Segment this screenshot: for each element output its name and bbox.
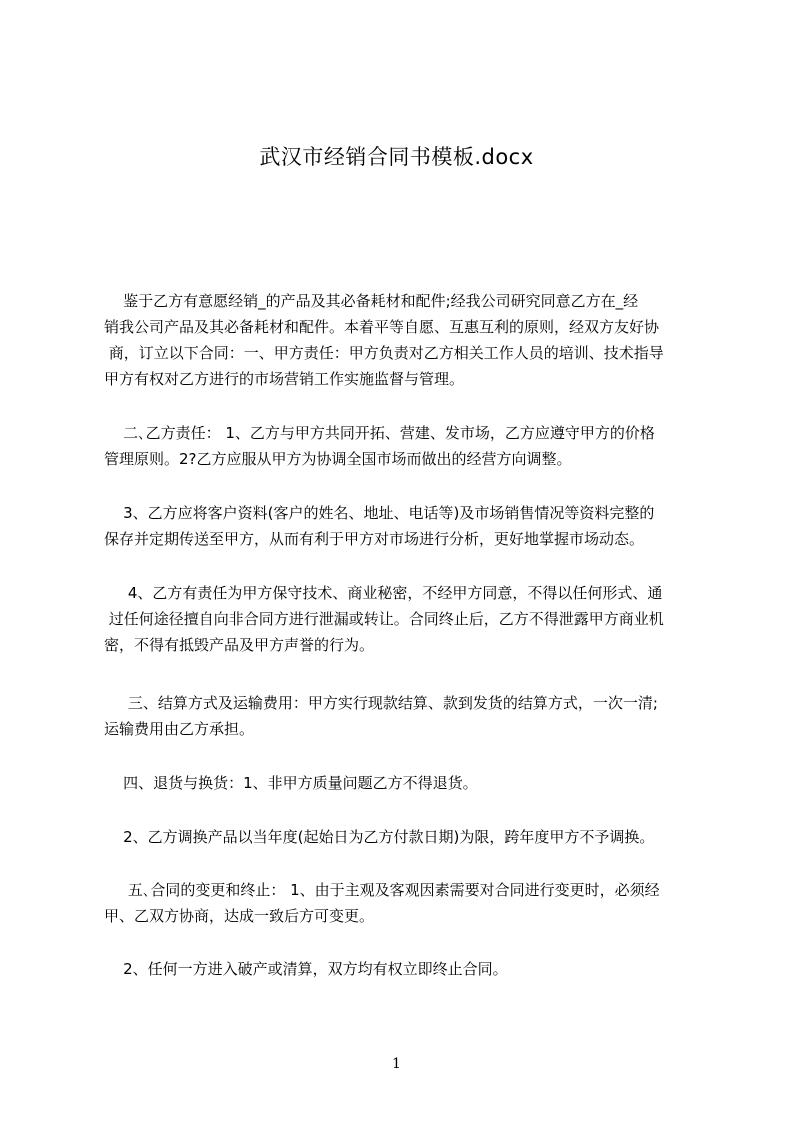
- paragraph-6: [104, 770, 716, 796]
- text-line: 2、乙方调换产品以当年度(起始日为乙方付款日期)为限，跨年度甲方不予调换。: [104, 828, 655, 846]
- text-line: 四、退货与换货：1、非甲方质量问题乙方不得退货。: [104, 774, 478, 792]
- text-line: 甲方有权对乙方进行的市场营销工作实施监督与管理。: [104, 370, 465, 388]
- paragraph-2: [104, 420, 716, 472]
- text-line: 三、结算方式及运输费用：甲方实行现款结算、款到发货的结算方式，一次一清;: [104, 694, 658, 712]
- paragraph-8: [104, 877, 716, 929]
- text-line: 3、乙方应将客户资料(客户的姓名、地址、电话等)及市场销售情况等资料完整的: [104, 504, 655, 522]
- text-line: 保存并定期传送至甲方，从而有利于甲方对市场进行分析，更好地掌握市场动态。: [104, 530, 645, 548]
- text-line: 销我公司产品及其必备耗材和配件。本着平等自愿、互惠互利的原则，经双方友好协: [104, 318, 660, 336]
- paragraph-3: [104, 500, 716, 552]
- text-line: 2、任何一方进入破产或清算，双方均有权立即终止合同。: [104, 960, 508, 978]
- text-line: 4、乙方有责任为甲方保守技术、商业秘密，不经甲方同意，不得以任何形式、通: [104, 584, 663, 602]
- document-title: 武汉市经销合同书模板.docx: [259, 145, 534, 169]
- text-line: 密，不得有抵毁产品及甲方声誉的行为。: [104, 636, 375, 654]
- text-line: 管理原则。2?乙方应服从甲方为协调全国市场而做出的经营方向调整。: [104, 450, 572, 468]
- page-number: 1: [392, 1056, 401, 1072]
- text-line: 鉴于乙方有意愿经销_的产品及其必备耗材和配件;经我公司研究同意乙方在_经: [104, 292, 639, 310]
- paragraph-7: [104, 824, 716, 850]
- paragraph-5: [104, 690, 716, 742]
- paragraph-9: [104, 956, 716, 982]
- paragraph-4: [104, 580, 716, 658]
- paragraph-1: [104, 288, 716, 392]
- text-line: 甲、乙双方协商，达成一致后方可变更。: [104, 907, 375, 925]
- text-line: 过任何途径擅自向非合同方进行泄漏或转让。合同终止后，乙方不得泄露甲方商业机: [104, 610, 664, 628]
- text-line: 运输费用由乙方承担。: [104, 720, 255, 738]
- text-line: 二､乙方责任： 1、乙方与甲方共同开拓、营建、发市场，乙方应遵守甲方的价格: [104, 424, 655, 442]
- text-line: 商，订立以下合同：一、甲方责任：甲方负责对乙方相关工作人员的培训、技术指导: [104, 344, 664, 362]
- text-line: 五､合同的变更和终止： 1、由于主观及客观因素需要对合同进行变更时，必须经: [104, 881, 660, 899]
